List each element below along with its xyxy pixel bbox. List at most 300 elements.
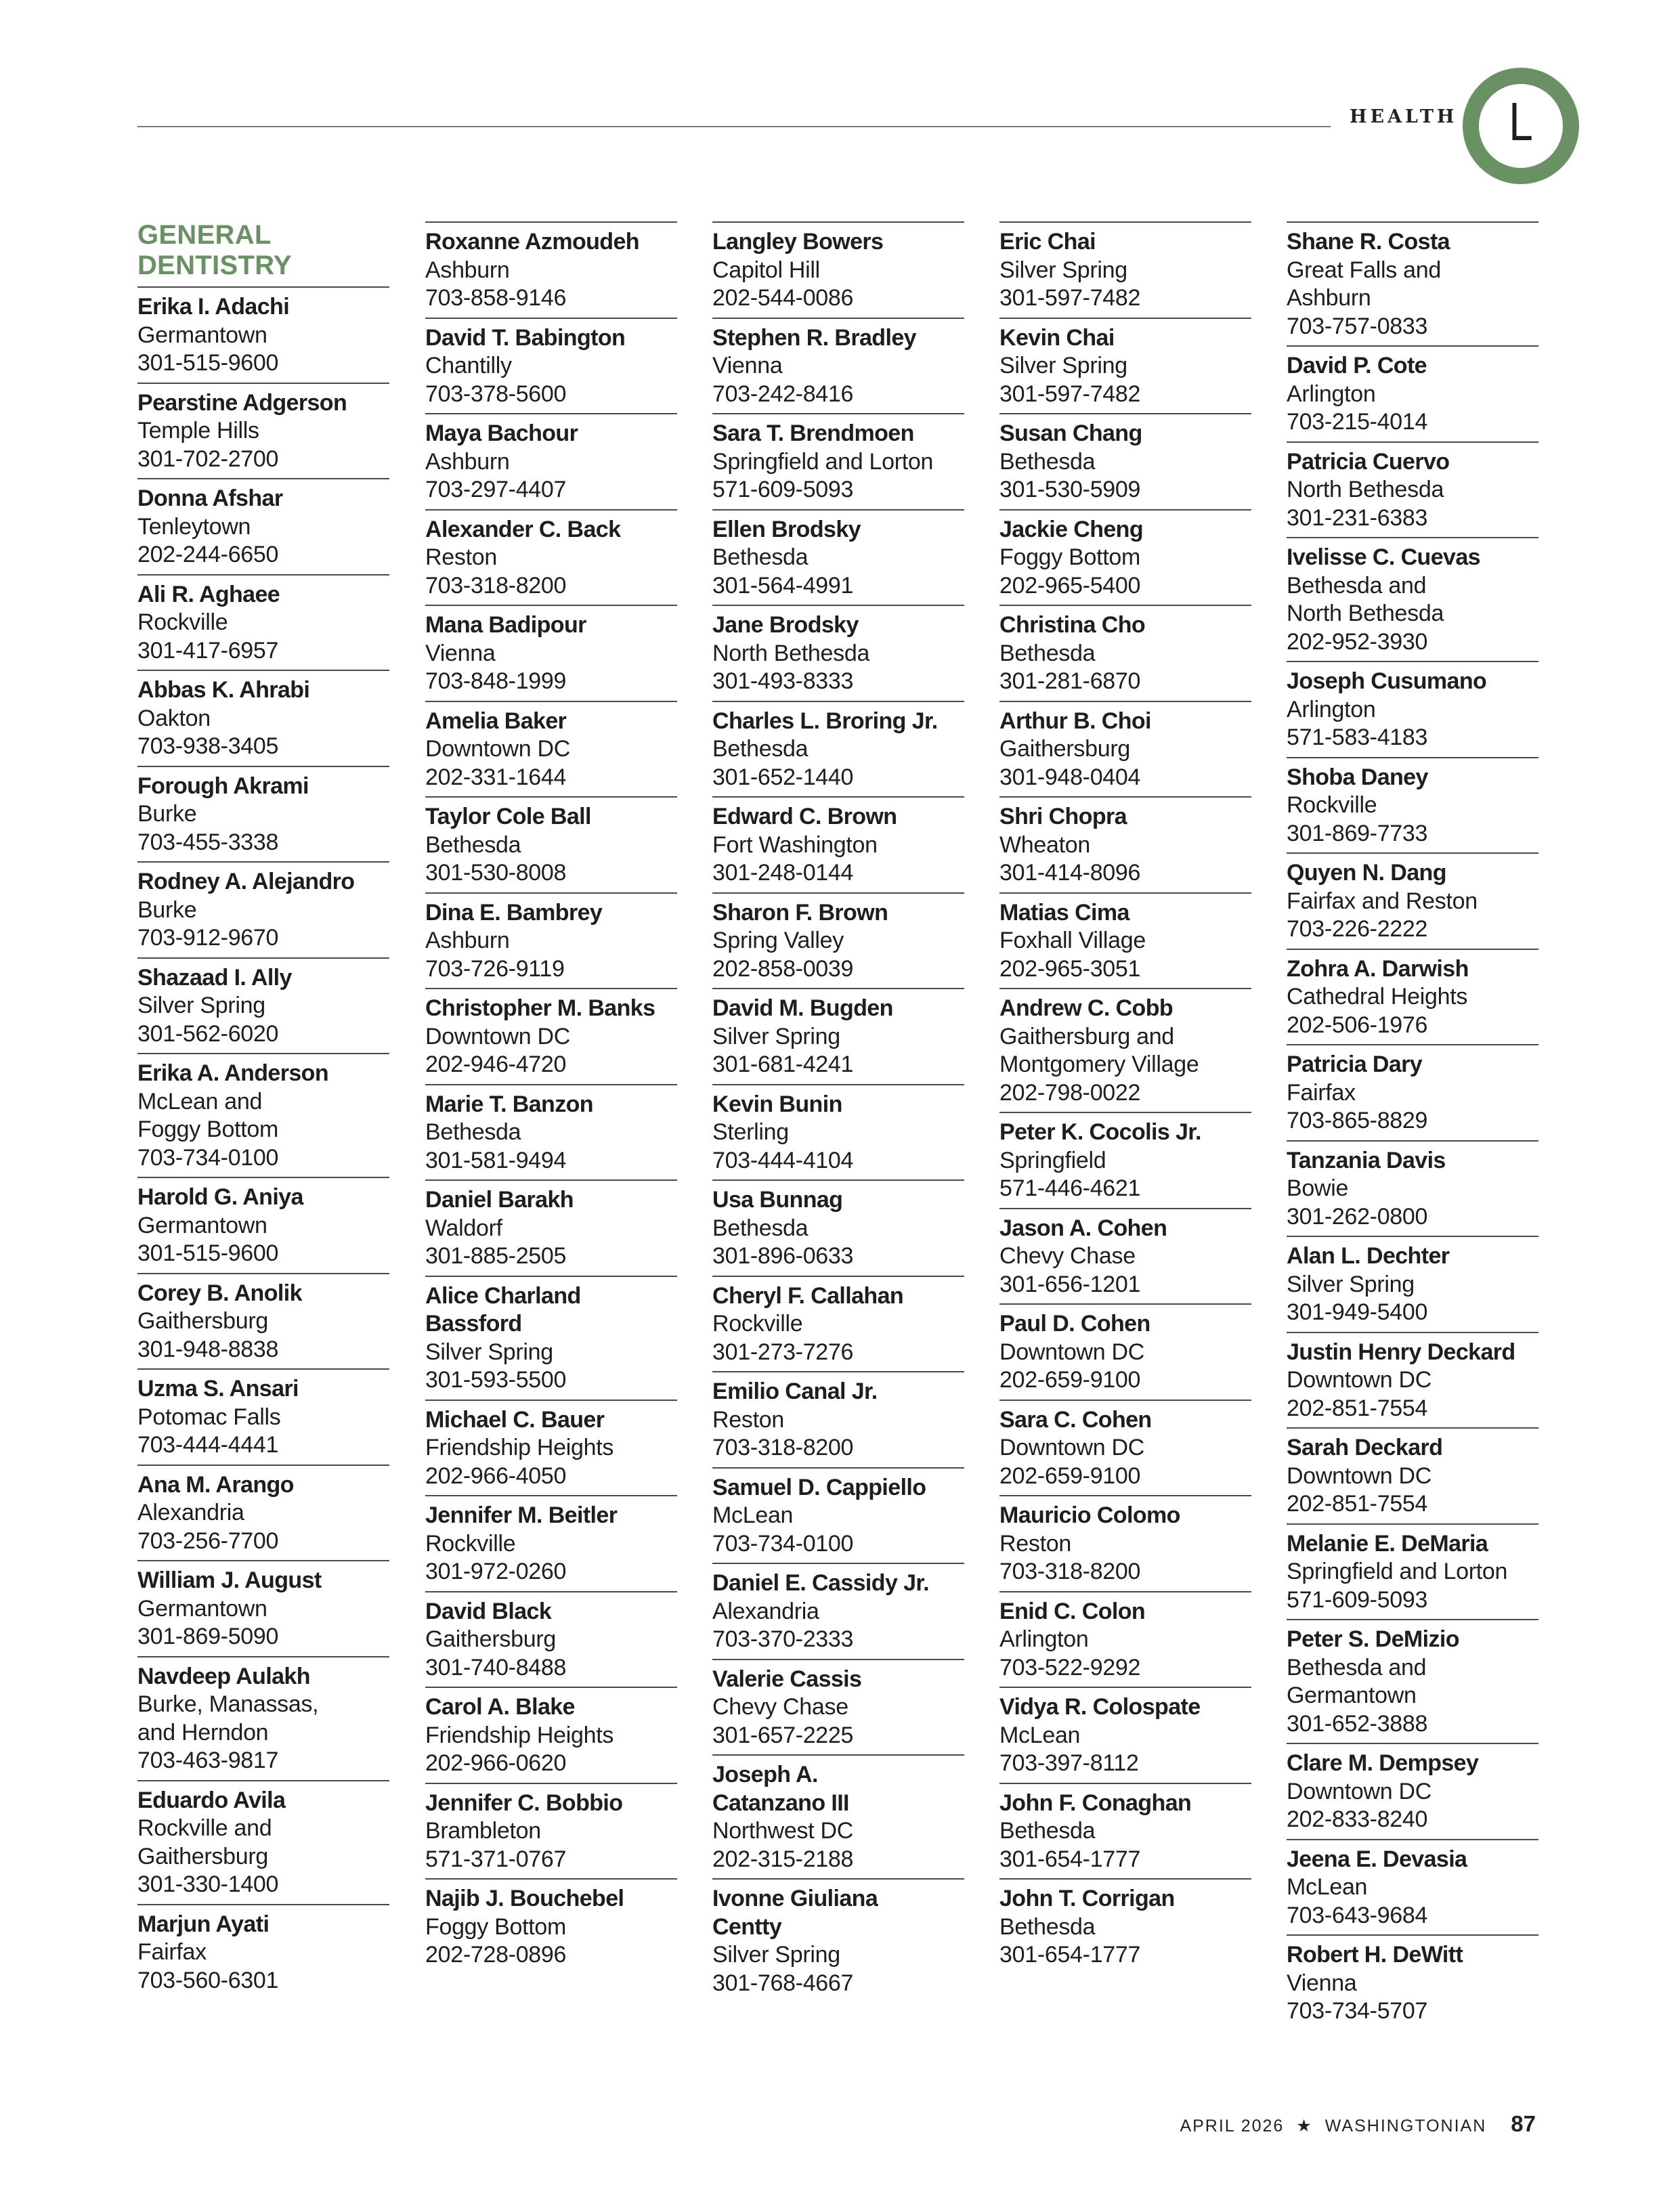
dentist-phone: 301-768-4667	[712, 1970, 854, 1996]
dentist-phone: 202-966-0620	[425, 1750, 567, 1776]
dentist-location: Downtown DC	[1287, 1462, 1431, 1489]
directory-entry	[1287, 1934, 1538, 2031]
dentist-phone: 301-948-8838	[137, 1336, 279, 1362]
directory-entry	[712, 221, 964, 318]
dentist-location: Fairfax and Reston	[1287, 888, 1478, 914]
directory-entry	[137, 383, 389, 479]
dentist-location: Ashburn	[425, 448, 510, 475]
dentist-name: Jennifer C. Bobbio	[425, 1790, 623, 1816]
dentist-location: Bethesda	[999, 640, 1096, 666]
dentist-location: McLean	[999, 1722, 1081, 1748]
dentist-location: Capitol Hill	[712, 257, 820, 283]
dentist-phone: 202-851-7554	[1287, 1491, 1428, 1517]
dentist-name: Cheryl F. Callahan	[712, 1282, 904, 1309]
dentist-location: Friendship Heights	[425, 1722, 614, 1748]
dentist-phone: 301-656-1201	[999, 1271, 1141, 1297]
dentist-phone: 571-371-0767	[425, 1846, 567, 1872]
dentist-name: Zohra A. Darwish	[1287, 955, 1469, 982]
dentist-location: Downtown DC	[1287, 1778, 1431, 1804]
dentist-location: Spring Valley	[712, 928, 844, 953]
dentist-name: Andrew C. Cobb	[999, 995, 1173, 1021]
directory-entry	[999, 988, 1251, 1112]
dentist-name: Kevin Bunin	[712, 1091, 842, 1117]
dentist-location: Silver Spring	[137, 993, 265, 1018]
dentist-name: Emilio Canal Jr.	[712, 1379, 878, 1404]
dentist-location: Northwest DC	[712, 1818, 854, 1844]
dentist-name: Navdeep Aulakh	[137, 1663, 310, 1689]
directory-entry	[137, 1273, 389, 1369]
dentist-location: Gaithersburg and Montgomery Village	[999, 1023, 1199, 1077]
directory-entry	[999, 1591, 1251, 1687]
directory-entry	[1287, 1839, 1538, 1935]
dentist-name: Kevin Chai	[999, 324, 1115, 351]
dentist-location: Reston	[712, 1406, 784, 1433]
page-number: 87	[1511, 2111, 1536, 2136]
dentist-location: Vienna	[425, 640, 496, 666]
dentist-phone: 301-652-1440	[712, 764, 854, 790]
dentist-location: Potomac Falls	[137, 1404, 281, 1430]
dentist-phone: 703-912-9670	[137, 925, 279, 951]
dentist-name: Charles L. Broring Jr.	[712, 708, 938, 734]
dentist-name: Forough Akrami	[137, 773, 309, 799]
dentist-name: David M. Bugden	[712, 995, 893, 1021]
directory-entry	[1287, 441, 1538, 538]
dentist-name: David Black	[425, 1598, 552, 1624]
dentist-name: Robert H. DeWitt	[1287, 1942, 1463, 1968]
dentist-location: Chevy Chase	[999, 1243, 1136, 1269]
dentist-name: Usa Bunnag	[712, 1187, 843, 1213]
dentist-name: Joseph Cusumano	[1287, 668, 1487, 694]
dentist-name: Samuel D. Cappiello	[712, 1474, 926, 1500]
dentist-name: Shri Chopra	[999, 804, 1127, 829]
directory-entry	[712, 1754, 964, 1878]
dentist-name: Uzma S. Ansari	[137, 1376, 299, 1402]
dentist-location: North Bethesda	[712, 640, 870, 666]
dentist-location: Bethesda	[425, 1119, 521, 1145]
directory-entry	[999, 221, 1251, 318]
dentist-location: Germantown	[137, 1595, 267, 1622]
dentist-name: Shazaad I. Ally	[137, 964, 292, 991]
dentist-name: Najib J. Bouchebel	[425, 1886, 624, 1911]
dentist-phone: 703-318-8200	[712, 1435, 854, 1460]
dentist-location: Temple Hills	[137, 418, 259, 443]
dentist-phone: 301-281-6870	[999, 668, 1141, 694]
directory-entry	[999, 1495, 1251, 1591]
dentist-location: North Bethesda	[1287, 477, 1444, 502]
dentist-location: Bethesda	[999, 1913, 1096, 1940]
directory-entry	[425, 1084, 677, 1180]
dentist-name: Daniel Barakh	[425, 1187, 574, 1213]
dentist-name: Justin Henry Deckard	[1287, 1339, 1515, 1365]
directory-entry	[425, 1179, 677, 1276]
dentist-name: Ellen Brodsky	[712, 516, 861, 542]
dentist-phone: 202-244-6650	[137, 542, 279, 567]
dentist-phone: 301-652-3888	[1287, 1710, 1428, 1737]
directory-entry	[712, 988, 964, 1084]
dentist-location: Silver Spring	[999, 257, 1127, 283]
dentist-phone: 301-869-7733	[1287, 820, 1428, 846]
dentist-location: Burke, Manassas, and Herndon	[137, 1691, 319, 1745]
dentist-phone: 703-865-8829	[1287, 1108, 1428, 1133]
dentist-name: Stephen R. Bradley	[712, 324, 916, 351]
dentist-name: Erika A. Anderson	[137, 1060, 329, 1086]
dentist-name: David T. Babington	[425, 324, 626, 351]
dentist-phone: 703-378-5600	[425, 381, 567, 407]
dentist-name: Peter S. DeMizio	[1287, 1626, 1459, 1652]
directory-entry	[137, 1053, 389, 1177]
dentist-name: Amelia Baker	[425, 708, 567, 734]
directory-entry	[425, 1878, 677, 1974]
dentist-location: Downtown DC	[425, 1023, 570, 1049]
dentist-phone: 703-397-8112	[999, 1750, 1139, 1776]
dentist-phone: 301-330-1400	[137, 1871, 279, 1897]
directory-entry	[137, 670, 389, 766]
dentist-phone: 301-681-4241	[712, 1051, 854, 1077]
directory-entry	[999, 509, 1251, 605]
dentist-name: Paul D. Cohen	[999, 1311, 1150, 1337]
dentist-location: Fairfax	[1287, 1079, 1356, 1106]
directory-entry	[999, 1878, 1251, 1974]
column-1	[137, 220, 389, 1999]
column-4	[999, 221, 1251, 1974]
directory-entry	[712, 1179, 964, 1276]
dentist-location: Rockville and Gaithersburg	[137, 1815, 272, 1869]
dentist-phone: 202-851-7554	[1287, 1395, 1428, 1421]
directory-entry	[999, 701, 1251, 797]
dentist-phone: 202-798-0022	[999, 1079, 1141, 1106]
dentist-phone: 703-734-0100	[137, 1144, 279, 1171]
dentist-location: Foxhall Village	[999, 928, 1146, 953]
directory-entry	[425, 988, 677, 1084]
directory-entry	[999, 796, 1251, 892]
directory-entry	[425, 1495, 677, 1591]
dentist-phone: 301-948-0404	[999, 764, 1141, 790]
dentist-phone: 703-444-4441	[137, 1432, 279, 1458]
dentist-phone: 571-446-4621	[999, 1175, 1141, 1201]
dentist-location: Chantilly	[425, 353, 512, 378]
directory-entry	[712, 605, 964, 701]
dentist-location: Silver Spring	[712, 1023, 840, 1049]
dentist-phone: 301-581-9494	[425, 1147, 567, 1173]
directory-entry	[137, 1560, 389, 1656]
dentist-location: Silver Spring	[999, 353, 1127, 378]
dentist-location: Foggy Bottom	[999, 544, 1141, 570]
dentist-location: Vienna	[1287, 1970, 1357, 1996]
dentist-name: Jennifer M. Beitler	[425, 1502, 618, 1528]
dentist-phone: 703-297-4407	[425, 477, 567, 502]
dentist-location: Chevy Chase	[712, 1694, 848, 1720]
dentist-name: Mauricio Colomo	[999, 1502, 1180, 1528]
dentist-name: Rodney A. Alejandro	[137, 869, 355, 894]
directory-entry	[1287, 757, 1538, 853]
directory-entry	[137, 1465, 389, 1561]
directory-entry	[999, 1303, 1251, 1400]
badge-letter: L	[1509, 91, 1533, 152]
dentist-location: Great Falls and Ashburn	[1287, 257, 1441, 311]
directory-entry	[1287, 1619, 1538, 1743]
dentist-phone: 301-515-9600	[137, 1240, 279, 1266]
dentist-name: Sarah Deckard	[1287, 1435, 1443, 1460]
dentist-location: Bethesda	[999, 448, 1096, 475]
dentist-name: David P. Cote	[1287, 353, 1427, 378]
dentist-location: Sterling	[712, 1119, 789, 1145]
dentist-phone: 202-965-3051	[999, 955, 1141, 982]
dentist-phone: 301-562-6020	[137, 1020, 279, 1047]
dentist-location: Bethesda	[999, 1818, 1096, 1844]
dentist-phone: 301-654-1777	[999, 1846, 1141, 1872]
directory-entry	[137, 1780, 389, 1904]
dentist-phone: 202-315-2188	[712, 1846, 854, 1872]
directory-entry	[999, 318, 1251, 414]
dentist-location: Germantown	[137, 322, 267, 348]
dentist-phone: 703-318-8200	[999, 1559, 1141, 1584]
dentist-phone: 301-740-8488	[425, 1654, 567, 1680]
dentist-location: Gaithersburg	[425, 1626, 556, 1652]
dentist-phone: 301-262-0800	[1287, 1203, 1428, 1230]
dentist-phone: 301-493-8333	[712, 668, 854, 694]
dentist-name: Harold G. Aniya	[137, 1184, 303, 1210]
dentist-location: Bethesda and North Bethesda	[1287, 572, 1444, 626]
dentist-phone: 703-848-1999	[425, 668, 567, 694]
dentist-phone: 202-728-0896	[425, 1942, 567, 1968]
dentist-location: Reston	[425, 544, 497, 570]
dentist-phone: 301-654-1777	[999, 1942, 1141, 1968]
dentist-location: Brambleton	[425, 1818, 541, 1844]
directory-entry	[1287, 1743, 1538, 1839]
dentist-phone: 301-414-8096	[999, 860, 1141, 886]
dentist-name: Matias Cima	[999, 899, 1129, 926]
directory-entry	[137, 1368, 389, 1465]
dentist-phone: 571-609-5093	[1287, 1586, 1428, 1613]
directory-entry	[1287, 1044, 1538, 1140]
directory-entry	[712, 1371, 964, 1467]
dentist-phone: 301-702-2700	[137, 446, 279, 472]
dentist-location: Vienna	[712, 353, 783, 378]
directory-entry	[712, 1563, 964, 1659]
dentist-phone: 301-515-9600	[137, 350, 279, 376]
dentist-name: Christopher M. Banks	[425, 995, 655, 1021]
dentist-phone: 301-597-7482	[999, 381, 1141, 407]
dentist-phone: 703-858-9146	[425, 285, 567, 311]
directory-entry	[712, 1659, 964, 1755]
dentist-phone: 301-593-5500	[425, 1367, 567, 1393]
directory-entry	[712, 1084, 964, 1180]
dentist-phone: 202-833-8240	[1287, 1806, 1428, 1832]
directory-entry	[425, 892, 677, 989]
dentist-location: Silver Spring	[425, 1339, 553, 1365]
directory-entry	[1287, 949, 1538, 1045]
directory-entry	[425, 318, 677, 414]
directory-entry	[137, 1656, 389, 1780]
directory-entry	[1287, 852, 1538, 949]
directory-entry	[425, 413, 677, 509]
dentist-phone: 301-896-0633	[712, 1243, 854, 1269]
dentist-location: Rockville	[712, 1311, 803, 1337]
dentist-location: Bowie	[1287, 1175, 1349, 1201]
dentist-location: Cathedral Heights	[1287, 984, 1468, 1010]
dentist-name: Shane R. Costa	[1287, 229, 1450, 255]
dentist-phone: 202-965-5400	[999, 572, 1141, 599]
directory-entry	[1287, 1427, 1538, 1523]
directory-entry	[1287, 537, 1538, 661]
dentist-name: Pearstine Adgerson	[137, 389, 347, 416]
dentist-location: Ashburn	[425, 257, 510, 283]
dentist-name: Sara T. Brendmoen	[712, 420, 914, 446]
dentist-phone: 202-544-0086	[712, 285, 854, 311]
dentist-location: Oakton	[137, 705, 211, 731]
directory-entry	[1287, 661, 1538, 757]
dentist-location: Reston	[999, 1530, 1071, 1557]
dentist-phone: 301-949-5400	[1287, 1299, 1428, 1325]
page-footer	[1180, 2111, 1536, 2137]
dentist-location: Bethesda	[712, 544, 809, 570]
directory-entry	[999, 413, 1251, 509]
dentist-name: Peter K. Cocolis Jr.	[999, 1119, 1201, 1145]
category-heading-text: GENERAL DENTISTRY	[137, 220, 292, 280]
dentist-phone: 703-734-5707	[1287, 1998, 1428, 2024]
dentist-name: Susan Chang	[999, 420, 1142, 446]
dentist-phone: 703-938-3405	[137, 733, 279, 759]
section-label: HEALTH	[1350, 106, 1458, 127]
directory-entry	[712, 413, 964, 509]
dentist-location: Fort Washington	[712, 831, 878, 858]
dentist-name: Sara C. Cohen	[999, 1406, 1152, 1433]
dentist-phone: 301-972-0260	[425, 1559, 567, 1584]
dentist-location: Ashburn	[425, 928, 510, 953]
dentist-phone: 202-858-0039	[712, 955, 854, 982]
dentist-name: Carol A. Blake	[425, 1694, 575, 1720]
dentist-phone: 703-370-2333	[712, 1626, 854, 1652]
dentist-name: John T. Corrigan	[999, 1886, 1175, 1911]
dentist-phone: 301-530-5909	[999, 477, 1141, 502]
directory-entry	[137, 861, 389, 957]
dentist-name: Abbas K. Ahrabi	[137, 677, 310, 703]
dentist-phone: 703-757-0833	[1287, 313, 1428, 339]
dentist-location: Downtown DC	[999, 1339, 1144, 1365]
directory-entry	[999, 1112, 1251, 1208]
dentist-name: Edward C. Brown	[712, 804, 897, 829]
directory-entry	[1287, 1332, 1538, 1428]
dentist-name: Maya Bachour	[425, 420, 578, 446]
directory-entry	[425, 221, 677, 318]
dentist-phone: 301-869-5090	[137, 1624, 279, 1649]
dentist-phone: 202-659-9100	[999, 1462, 1141, 1489]
dentist-location: Arlington	[999, 1626, 1089, 1652]
dentist-name: Eduardo Avila	[137, 1787, 286, 1813]
directory-entry	[137, 1904, 389, 2000]
directory-entry	[1287, 1140, 1538, 1236]
dentist-location: McLean	[1287, 1874, 1368, 1900]
dentist-location: Springfield and Lorton	[1287, 1559, 1508, 1584]
dentist-name: Alexander C. Back	[425, 516, 621, 542]
dentist-phone: 301-564-4991	[712, 572, 854, 599]
dentist-name: Vidya R. Colospate	[999, 1694, 1201, 1720]
dentist-name: Eric Chai	[999, 229, 1096, 255]
directory-entry	[425, 1591, 677, 1687]
magazine-name: WASHINGTONIAN	[1324, 2117, 1487, 2135]
dentist-phone: 301-885-2505	[425, 1243, 567, 1269]
dentist-location: Rockville	[137, 609, 228, 635]
dentist-phone: 202-952-3930	[1287, 628, 1428, 655]
dentist-name: Tanzania Davis	[1287, 1147, 1446, 1173]
dentist-name: Sharon F. Brown	[712, 899, 888, 926]
dentist-phone: 202-506-1976	[1287, 1012, 1428, 1038]
directory-entry	[425, 1687, 677, 1783]
dentist-name: Roxanne Azmoudeh	[425, 229, 639, 255]
dentist-name: William J. August	[137, 1567, 322, 1593]
dentist-location: Silver Spring	[1287, 1271, 1415, 1297]
dentist-name: Erika I. Adachi	[137, 294, 290, 320]
dentist-location: Downtown DC	[999, 1435, 1144, 1460]
dentist-name: Patricia Dary	[1287, 1051, 1423, 1077]
dentist-location: Fairfax	[137, 1939, 207, 1965]
directory-entry	[1287, 1236, 1538, 1332]
dentist-location: Burke	[137, 896, 197, 923]
dentist-name: John F. Conaghan	[999, 1790, 1192, 1816]
dentist-location: Bethesda	[425, 831, 521, 858]
dentist-phone: 703-215-4014	[1287, 409, 1428, 435]
column-5	[1287, 221, 1538, 2031]
directory-entry	[999, 1783, 1251, 1879]
dentist-phone: 202-966-4050	[425, 1462, 567, 1489]
directory-entry	[999, 1687, 1251, 1783]
directory-entry	[712, 796, 964, 892]
dentist-name: Shoba Daney	[1287, 764, 1428, 790]
dentist-phone: 301-597-7482	[999, 285, 1141, 311]
dentist-location: McLean	[712, 1502, 794, 1528]
dentist-name: Arthur B. Choi	[999, 708, 1151, 734]
dentist-phone: 301-248-0144	[712, 860, 854, 886]
directory-entry	[425, 509, 677, 605]
dentist-name: Corey B. Anolik	[137, 1280, 302, 1306]
dentist-name: Ana M. Arango	[137, 1471, 294, 1498]
dentist-name: Enid C. Colon	[999, 1598, 1146, 1624]
directory-entry	[425, 605, 677, 701]
dentist-name: Joseph A. Catanzano III	[712, 1762, 849, 1816]
dentist-location: Downtown DC	[1287, 1367, 1431, 1393]
dentist-phone: 703-734-0100	[712, 1530, 854, 1557]
dentist-location: McLean and Foggy Bottom	[137, 1088, 279, 1142]
directory-entry	[137, 574, 389, 670]
directory-entry	[425, 1400, 677, 1496]
dentist-phone: 301-417-6957	[137, 637, 279, 664]
dentist-name: Alice Charland Bassford	[425, 1282, 581, 1337]
column-3	[712, 221, 964, 2002]
dentist-phone: 202-659-9100	[999, 1367, 1141, 1393]
directory-entry	[712, 509, 964, 605]
dentist-location: Burke	[137, 801, 197, 827]
dentist-location: Springfield	[999, 1147, 1106, 1173]
directory-entry	[712, 1467, 964, 1563]
dentist-name: Marjun Ayati	[137, 1911, 270, 1937]
dentist-location: Wheaton	[999, 831, 1090, 858]
dentist-phone: 703-444-4104	[712, 1147, 854, 1173]
directory-entry	[712, 1276, 964, 1372]
directory-entry	[137, 1177, 389, 1273]
dentist-phone: 301-657-2225	[712, 1722, 854, 1748]
dentist-phone: 703-256-7700	[137, 1527, 279, 1554]
dentist-location: Waldorf	[425, 1215, 502, 1241]
dentist-location: Springfield and Lorton	[712, 448, 934, 475]
directory-entry	[999, 892, 1251, 989]
dentist-name: Alan L. Dechter	[1287, 1243, 1450, 1269]
dentist-location: Downtown DC	[425, 736, 570, 762]
directory-entry	[712, 1878, 964, 2002]
dentist-location: Bethesda and Germantown	[1287, 1654, 1427, 1708]
dentist-location: Gaithersburg	[137, 1308, 268, 1334]
directory-entry	[1287, 345, 1538, 441]
dentist-name: Jeena E. Devasia	[1287, 1846, 1467, 1872]
